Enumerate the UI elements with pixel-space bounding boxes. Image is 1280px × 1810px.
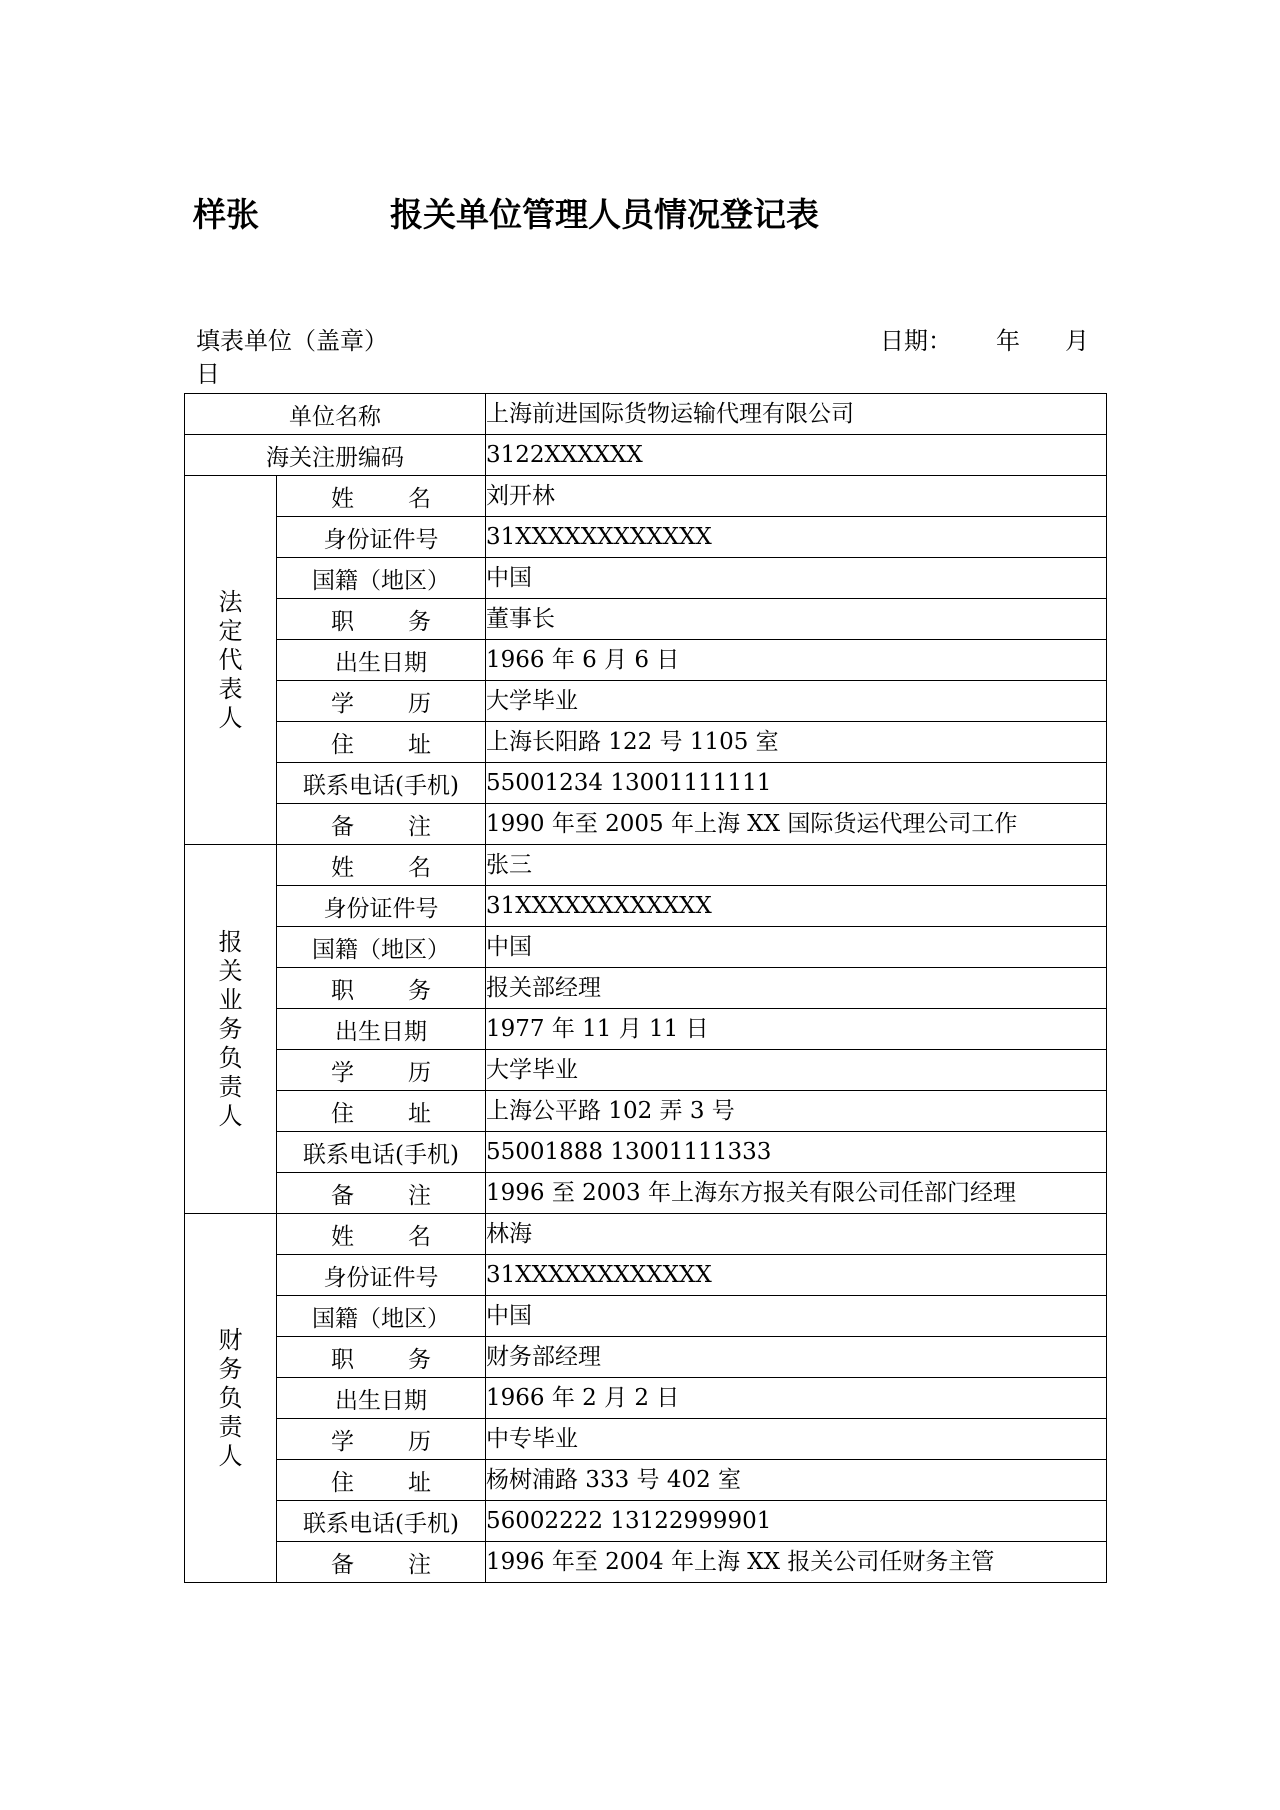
table-row <box>185 722 1107 763</box>
field-label <box>277 1091 486 1132</box>
table-row <box>185 1296 1107 1337</box>
group-label-text: 财 务 负 责 人 <box>218 1325 243 1470</box>
field-value: 1966 年 2 月 2 日 <box>486 1378 1107 1419</box>
table-row <box>185 968 1107 1009</box>
field-label-text: 住址 <box>331 1100 431 1127</box>
field-label <box>277 804 486 845</box>
table-row <box>185 1378 1107 1419</box>
field-label-text: 住址 <box>331 731 431 758</box>
group-label <box>185 845 277 1214</box>
field-value: 1996 年至 2004 年上海 XX 报关公司任财务主管 <box>486 1542 1107 1583</box>
field-value: 1977 年 11 月 11 日 <box>486 1009 1107 1050</box>
table-row <box>185 476 1107 517</box>
field-value: 56002222 13122999901 <box>486 1501 1107 1542</box>
field-label <box>277 722 486 763</box>
field-label-text: 身份证件号 <box>323 526 439 553</box>
field-value: 中国 <box>486 927 1107 968</box>
field-value: 中国 <box>486 1296 1107 1337</box>
table-row <box>185 681 1107 722</box>
field-label <box>277 845 486 886</box>
field-label <box>277 1460 486 1501</box>
title-prefix: 样张 <box>193 195 259 234</box>
field-value: 31XXXXXXXXXXXX <box>486 886 1107 927</box>
table-row <box>185 763 1107 804</box>
field-label <box>277 1419 486 1460</box>
field-label <box>277 1132 486 1173</box>
field-value: 大学毕业 <box>486 1050 1107 1091</box>
field-label-text: 身份证件号 <box>323 1264 439 1291</box>
table-row <box>185 804 1107 845</box>
table-row <box>185 927 1107 968</box>
table-row <box>185 1009 1107 1050</box>
field-label <box>277 1214 486 1255</box>
table-row <box>185 886 1107 927</box>
field-label <box>277 558 486 599</box>
table-row <box>185 1173 1107 1214</box>
field-label <box>277 968 486 1009</box>
field-label-text: 出生日期 <box>335 1018 427 1045</box>
group-label <box>185 476 277 845</box>
field-label-text: 姓名 <box>331 854 431 881</box>
date-label: 日期： <box>880 327 952 355</box>
field-label <box>277 517 486 558</box>
table-row <box>185 1214 1107 1255</box>
table-row <box>185 558 1107 599</box>
field-label <box>277 599 486 640</box>
field-label-text: 职务 <box>331 608 431 635</box>
table-row <box>185 845 1107 886</box>
field-value: 财务部经理 <box>486 1337 1107 1378</box>
field-value: 1966 年 6 月 6 日 <box>486 640 1107 681</box>
field-value: 上海公平路 102 弄 3 号 <box>486 1091 1107 1132</box>
field-value: 上海长阳路 122 号 1105 室 <box>486 722 1107 763</box>
table-row <box>185 1501 1107 1542</box>
field-label <box>277 640 486 681</box>
field-label-text: 备注 <box>331 813 431 840</box>
field-label <box>277 1255 486 1296</box>
field-value: 中国 <box>486 558 1107 599</box>
field-value: 杨树浦路 333 号 402 室 <box>486 1460 1107 1501</box>
field-label-text: 国籍（地区） <box>312 936 450 963</box>
table-row <box>185 1091 1107 1132</box>
field-label-text: 职务 <box>331 1346 431 1373</box>
table-row <box>185 1132 1107 1173</box>
field-label <box>277 476 486 517</box>
field-label-text: 国籍（地区） <box>312 567 450 594</box>
field-value: 报关部经理 <box>486 968 1107 1009</box>
field-label-text: 联系电话(手机) <box>303 772 459 799</box>
table-row <box>185 1337 1107 1378</box>
field-label <box>277 1378 486 1419</box>
field-label-text: 出生日期 <box>335 1387 427 1414</box>
field-label <box>277 1501 486 1542</box>
table-row <box>185 1050 1107 1091</box>
field-label-text: 学历 <box>331 1059 431 1086</box>
field-label-text: 住址 <box>331 1469 431 1496</box>
field-value: 31XXXXXXXXXXXX <box>486 517 1107 558</box>
table-row <box>185 394 1107 435</box>
field-label <box>277 927 486 968</box>
field-label-text: 姓名 <box>331 1223 431 1250</box>
registration-table <box>184 393 1107 1583</box>
table-row <box>185 1460 1107 1501</box>
group-label <box>185 1214 277 1583</box>
field-label <box>277 886 486 927</box>
field-label <box>277 1337 486 1378</box>
field-value: 31XXXXXXXXXXXX <box>486 1255 1107 1296</box>
date-month-label: 月 <box>1065 327 1089 355</box>
table-row <box>185 1255 1107 1296</box>
field-label-text: 姓名 <box>331 485 431 512</box>
table-row <box>185 1542 1107 1583</box>
date-day-label: 日 <box>196 360 220 388</box>
field-label <box>277 1173 486 1214</box>
field-label-text: 联系电话(手机) <box>303 1510 459 1537</box>
page-title: 报关单位管理人员情况登记表 <box>390 195 819 234</box>
row-label: 海关注册编码 <box>185 435 486 476</box>
field-label-text: 备注 <box>331 1551 431 1578</box>
table-row <box>185 640 1107 681</box>
field-value: 55001888 13001111333 <box>486 1132 1107 1173</box>
field-value: 1996 至 2003 年上海东方报关有限公司任部门经理 <box>486 1173 1107 1214</box>
field-label-text: 国籍（地区） <box>312 1305 450 1332</box>
field-label <box>277 1542 486 1583</box>
field-label <box>277 1009 486 1050</box>
row-value: 上海前进国际货物运输代理有限公司 <box>486 394 1107 435</box>
fill-unit-label: 填表单位（盖章） <box>196 327 388 355</box>
field-value: 1990 年至 2005 年上海 XX 国际货运代理公司工作 <box>486 804 1107 845</box>
field-label-text: 学历 <box>331 690 431 717</box>
field-value: 中专毕业 <box>486 1419 1107 1460</box>
group-label-text: 法 定 代 表 人 <box>218 587 243 732</box>
field-value: 刘开林 <box>486 476 1107 517</box>
field-label <box>277 763 486 804</box>
field-label <box>277 1296 486 1337</box>
field-value: 大学毕业 <box>486 681 1107 722</box>
table-row <box>185 1419 1107 1460</box>
field-label-text: 职务 <box>331 977 431 1004</box>
field-label-text: 联系电话(手机) <box>303 1141 459 1168</box>
field-label <box>277 1050 486 1091</box>
field-value: 林海 <box>486 1214 1107 1255</box>
table-row <box>185 599 1107 640</box>
field-label-text: 备注 <box>331 1182 431 1209</box>
field-value: 董事长 <box>486 599 1107 640</box>
row-value: 3122XXXXXX <box>486 435 1107 476</box>
field-label <box>277 681 486 722</box>
table-row <box>185 517 1107 558</box>
table-row <box>185 435 1107 476</box>
row-label: 单位名称 <box>185 394 486 435</box>
field-label-text: 学历 <box>331 1428 431 1455</box>
date-year-label: 年 <box>996 327 1020 355</box>
group-label-text: 报 关 业 务 负 责 人 <box>218 927 243 1130</box>
field-label-text: 身份证件号 <box>323 895 439 922</box>
field-label-text: 出生日期 <box>335 649 427 676</box>
field-value: 55001234 13001111111 <box>486 763 1107 804</box>
field-value: 张三 <box>486 845 1107 886</box>
